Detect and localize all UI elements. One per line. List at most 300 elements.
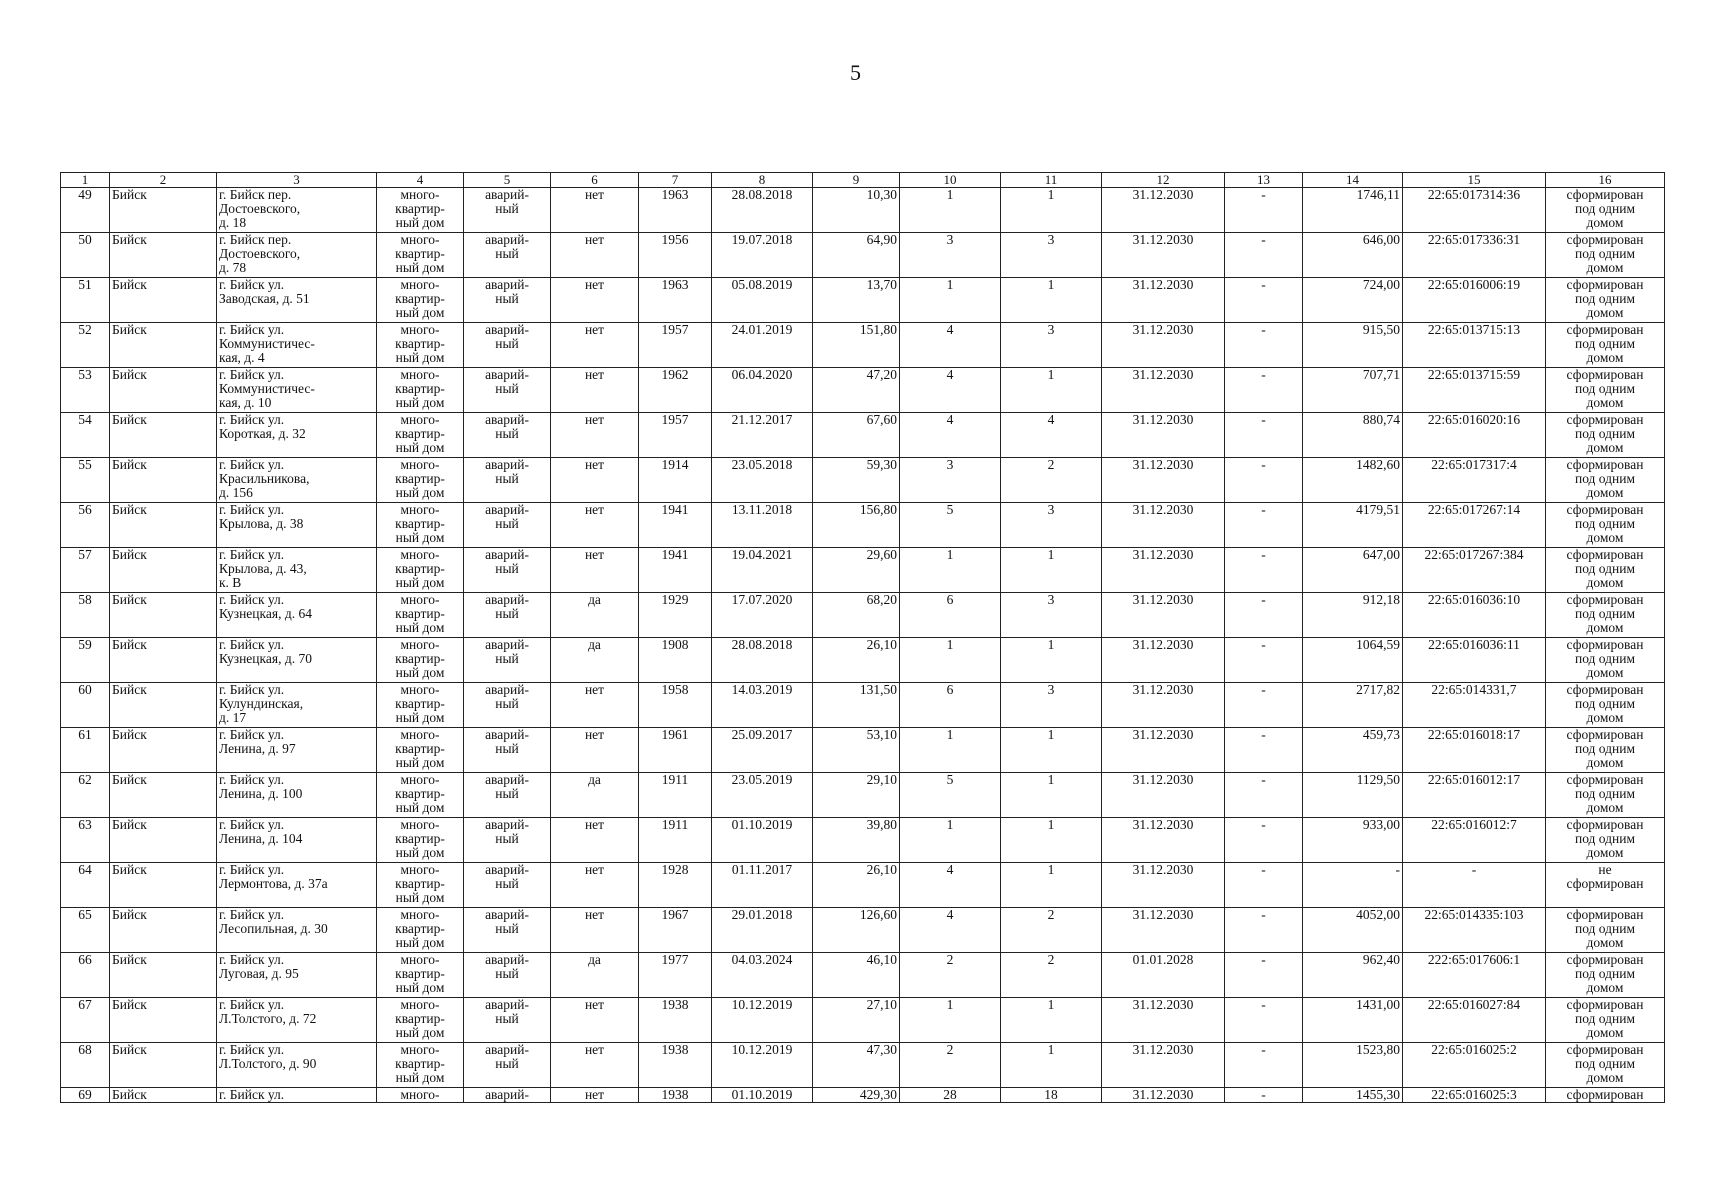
cell-municipality: Бийск [110,953,217,998]
cell-land-plot-status: сформирован под одним домом [1546,413,1665,458]
cell-municipality: Бийск [110,683,217,728]
column-number-8: 8 [712,173,813,188]
cell-land-area: 1431,00 [1303,998,1403,1043]
cell-deadline-date: 31.12.2030 [1102,188,1225,233]
cell-deadline-date: 31.12.2030 [1102,548,1225,593]
cell-residents-count: 5 [900,503,1001,548]
cell-house-type: много- квартир- ный дом [377,413,464,458]
cell-land-area: 646,00 [1303,233,1403,278]
cell-municipality: Бийск [110,323,217,368]
cell-residents-count: 1 [900,728,1001,773]
column-number-3: 3 [217,173,377,188]
cell-cadastral-number: 22:65:017317:4 [1403,458,1546,503]
cell-apartments-count: 18 [1001,1088,1102,1103]
cell-house-type: много- квартир- ный дом [377,908,464,953]
cell-recognition-date: 17.07.2020 [712,593,813,638]
cell-area: 10,30 [813,188,900,233]
cell-address: г. Бийск ул. Заводская, д. 51 [217,278,377,323]
cell-land-plot-status: сформирован под одним домом [1546,593,1665,638]
cell-area: 151,80 [813,323,900,368]
cell-land-area: 1523,80 [1303,1043,1403,1088]
cell-address: г. Бийск ул. Крылова, д. 38 [217,503,377,548]
cell-house-status: аварий- ный [464,188,551,233]
cell-land-plot-status: сформирован под одним домом [1546,1043,1665,1088]
cell-house-status: аварий- ный [464,278,551,323]
table-row [61,683,1665,728]
cell-residents-count: 5 [900,773,1001,818]
cell-area: 47,30 [813,1043,900,1088]
cell-house-status: аварий- [464,1088,551,1103]
cell-resettlement-flag: да [551,773,639,818]
cell-resettlement-flag: нет [551,728,639,773]
table-row [61,458,1665,503]
cell-column-13: - [1225,728,1303,773]
cell-build-year: 1977 [639,953,712,998]
cell-column-13: - [1225,278,1303,323]
cell-municipality: Бийск [110,233,217,278]
cell-municipality: Бийск [110,863,217,908]
cell-cadastral-number: 22:65:016012:7 [1403,818,1546,863]
cell-house-type: много- квартир- ный дом [377,953,464,998]
cell-municipality: Бийск [110,503,217,548]
cell-land-area: 4179,51 [1303,503,1403,548]
cell-column-13: - [1225,323,1303,368]
cell-land-plot-status: сформирован под одним домом [1546,548,1665,593]
cell-build-year: 1911 [639,818,712,863]
cell-address: г. Бийск пер. Достоевского, д. 78 [217,233,377,278]
cell-address: г. Бийск ул. Короткая, д. 32 [217,413,377,458]
cell-build-year: 1938 [639,998,712,1043]
cell-resettlement-flag: нет [551,368,639,413]
cell-deadline-date: 31.12.2030 [1102,998,1225,1043]
cell-residents-count: 1 [900,278,1001,323]
cell-area: 29,60 [813,548,900,593]
cell-column-13: - [1225,503,1303,548]
cell-cadastral-number: 22:65:016036:11 [1403,638,1546,683]
column-number-2: 2 [110,173,217,188]
cell-recognition-date: 05.08.2019 [712,278,813,323]
cell-build-year: 1929 [639,593,712,638]
cell-row-number: 64 [61,863,110,908]
cell-area: 13,70 [813,278,900,323]
cell-house-type: много- квартир- ный дом [377,503,464,548]
cell-house-type: много- квартир- ный дом [377,368,464,413]
cell-area: 131,50 [813,683,900,728]
cell-municipality: Бийск [110,638,217,683]
cell-row-number: 61 [61,728,110,773]
cell-column-13: - [1225,683,1303,728]
table-row [61,413,1665,458]
table-row [61,773,1665,818]
cell-residents-count: 1 [900,548,1001,593]
table-row [61,638,1665,683]
column-number-12: 12 [1102,173,1225,188]
cell-residents-count: 2 [900,953,1001,998]
cell-municipality: Бийск [110,548,217,593]
cell-house-type: много- квартир- ный дом [377,278,464,323]
cell-address: г. Бийск ул. Красильникова, д. 156 [217,458,377,503]
cell-land-plot-status: сформирован под одним домом [1546,323,1665,368]
cell-house-status: аварий- ный [464,728,551,773]
cell-address: г. Бийск ул. Луговая, д. 95 [217,953,377,998]
cell-resettlement-flag: нет [551,233,639,278]
cell-house-status: аварий- ный [464,773,551,818]
table-row [61,548,1665,593]
column-number-9: 9 [813,173,900,188]
cell-resettlement-flag: нет [551,818,639,863]
cell-cadastral-number: 22:65:014335:103 [1403,908,1546,953]
cell-address: г. Бийск ул. Кузнецкая, д. 70 [217,638,377,683]
table-row [61,1043,1665,1088]
cell-house-status: аварий- ный [464,863,551,908]
cell-recognition-date: 24.01.2019 [712,323,813,368]
cell-deadline-date: 31.12.2030 [1102,818,1225,863]
cell-house-status: аварий- ный [464,593,551,638]
cell-land-area: 1746,11 [1303,188,1403,233]
cell-build-year: 1957 [639,323,712,368]
cell-land-plot-status: сформирован под одним домом [1546,233,1665,278]
cell-land-area: 4052,00 [1303,908,1403,953]
cell-house-type: много- квартир- ный дом [377,593,464,638]
cell-house-status: аварий- ный [464,323,551,368]
table-row [61,278,1665,323]
cell-column-13: - [1225,638,1303,683]
cell-row-number: 62 [61,773,110,818]
cell-row-number: 69 [61,1088,110,1103]
cell-apartments-count: 3 [1001,323,1102,368]
cell-land-plot-status: сформирован под одним домом [1546,683,1665,728]
cell-deadline-date: 31.12.2030 [1102,863,1225,908]
cell-cadastral-number: - [1403,863,1546,908]
cell-area: 67,60 [813,413,900,458]
column-number-14: 14 [1303,173,1403,188]
cell-cadastral-number: 22:65:016025:3 [1403,1088,1546,1103]
cell-recognition-date: 14.03.2019 [712,683,813,728]
column-number-15: 15 [1403,173,1546,188]
table-row [61,503,1665,548]
cell-resettlement-flag: нет [551,413,639,458]
cell-cadastral-number: 222:65:017606:1 [1403,953,1546,998]
cell-house-status: аварий- ный [464,233,551,278]
cell-house-type: много- квартир- ный дом [377,323,464,368]
table-row [61,233,1665,278]
cell-house-status: аварий- ный [464,638,551,683]
cell-build-year: 1938 [639,1043,712,1088]
cell-land-area: 724,00 [1303,278,1403,323]
cell-resettlement-flag: да [551,593,639,638]
cell-build-year: 1962 [639,368,712,413]
cell-cadastral-number: 22:65:013715:59 [1403,368,1546,413]
cell-land-plot-status: сформирован под одним домом [1546,278,1665,323]
cell-residents-count: 6 [900,683,1001,728]
cell-build-year: 1928 [639,863,712,908]
column-number-5: 5 [464,173,551,188]
cell-address: г. Бийск ул. Ленина, д. 104 [217,818,377,863]
cell-recognition-date: 06.04.2020 [712,368,813,413]
cell-recognition-date: 28.08.2018 [712,188,813,233]
cell-municipality: Бийск [110,1043,217,1088]
cell-row-number: 66 [61,953,110,998]
cell-house-type: много- квартир- ный дом [377,548,464,593]
cell-apartments-count: 1 [1001,998,1102,1043]
cell-build-year: 1911 [639,773,712,818]
cell-residents-count: 1 [900,818,1001,863]
cell-land-area: 1455,30 [1303,1088,1403,1103]
cell-land-area: 707,71 [1303,368,1403,413]
cell-apartments-count: 1 [1001,368,1102,413]
cell-apartments-count: 1 [1001,548,1102,593]
cell-build-year: 1914 [639,458,712,503]
cell-land-plot-status: сформирован под одним домом [1546,773,1665,818]
cell-address: г. Бийск ул. Лермонтова, д. 37а [217,863,377,908]
cell-apartments-count: 1 [1001,728,1102,773]
cell-apartments-count: 3 [1001,233,1102,278]
cell-apartments-count: 1 [1001,188,1102,233]
cell-deadline-date: 31.12.2030 [1102,233,1225,278]
column-number-4: 4 [377,173,464,188]
cell-resettlement-flag: нет [551,998,639,1043]
cell-cadastral-number: 22:65:017314:36 [1403,188,1546,233]
cell-deadline-date: 31.12.2030 [1102,728,1225,773]
table-row [61,1088,1665,1103]
cell-column-13: - [1225,953,1303,998]
cell-municipality: Бийск [110,278,217,323]
table-row [61,188,1665,233]
cell-land-plot-status: сформирован под одним домом [1546,728,1665,773]
cell-address: г. Бийск ул. Крылова, д. 43, к. В [217,548,377,593]
cell-cadastral-number: 22:65:016036:10 [1403,593,1546,638]
cell-row-number: 52 [61,323,110,368]
cell-house-type: много- квартир- ный дом [377,188,464,233]
cell-land-area: 880,74 [1303,413,1403,458]
cell-column-13: - [1225,413,1303,458]
cell-apartments-count: 1 [1001,638,1102,683]
cell-recognition-date: 10.12.2019 [712,1043,813,1088]
cell-row-number: 50 [61,233,110,278]
column-number-7: 7 [639,173,712,188]
cell-row-number: 56 [61,503,110,548]
cell-apartments-count: 2 [1001,458,1102,503]
cell-house-type: много- квартир- ный дом [377,863,464,908]
housing-register-table [60,172,1665,1103]
cell-recognition-date: 04.03.2024 [712,953,813,998]
cell-residents-count: 4 [900,323,1001,368]
cell-house-status: аварий- ный [464,818,551,863]
cell-deadline-date: 31.12.2030 [1102,1088,1225,1103]
cell-apartments-count: 4 [1001,413,1102,458]
cell-apartments-count: 1 [1001,1043,1102,1088]
cell-residents-count: 4 [900,863,1001,908]
cell-apartments-count: 1 [1001,773,1102,818]
cell-row-number: 60 [61,683,110,728]
cell-house-type: много- квартир- ный дом [377,683,464,728]
cell-land-area: 1064,59 [1303,638,1403,683]
cell-house-status: аварий- ный [464,458,551,503]
cell-land-plot-status: сформирован под одним домом [1546,953,1665,998]
table-row [61,908,1665,953]
cell-column-13: - [1225,233,1303,278]
cell-residents-count: 2 [900,1043,1001,1088]
cell-cadastral-number: 22:65:016027:84 [1403,998,1546,1043]
cell-municipality: Бийск [110,593,217,638]
cell-row-number: 53 [61,368,110,413]
column-number-11: 11 [1001,173,1102,188]
cell-build-year: 1963 [639,278,712,323]
cell-municipality: Бийск [110,188,217,233]
cell-house-type: много- квартир- ный дом [377,1043,464,1088]
cell-column-13: - [1225,998,1303,1043]
cell-residents-count: 4 [900,908,1001,953]
cell-column-13: - [1225,908,1303,953]
column-number-10: 10 [900,173,1001,188]
cell-land-plot-status: сформирован под одним домом [1546,368,1665,413]
cell-column-13: - [1225,548,1303,593]
cell-apartments-count: 3 [1001,683,1102,728]
cell-residents-count: 1 [900,638,1001,683]
cell-land-plot-status: сформирован под одним домом [1546,188,1665,233]
cell-deadline-date: 31.12.2030 [1102,1043,1225,1088]
cell-municipality: Бийск [110,998,217,1043]
cell-column-13: - [1225,458,1303,503]
cell-recognition-date: 23.05.2018 [712,458,813,503]
cell-resettlement-flag: нет [551,548,639,593]
cell-land-plot-status: не сформирован [1546,863,1665,908]
cell-recognition-date: 19.07.2018 [712,233,813,278]
cell-land-area: 915,50 [1303,323,1403,368]
cell-land-area: 459,73 [1303,728,1403,773]
cell-cadastral-number: 22:65:016020:16 [1403,413,1546,458]
cell-row-number: 67 [61,998,110,1043]
cell-residents-count: 28 [900,1088,1001,1103]
cell-residents-count: 4 [900,413,1001,458]
cell-municipality: Бийск [110,458,217,503]
table-row [61,998,1665,1043]
column-numbers-header [61,173,1665,188]
cell-build-year: 1958 [639,683,712,728]
cell-recognition-date: 01.10.2019 [712,818,813,863]
cell-recognition-date: 25.09.2017 [712,728,813,773]
table-row [61,728,1665,773]
cell-municipality: Бийск [110,773,217,818]
cell-row-number: 57 [61,548,110,593]
cell-deadline-date: 31.12.2030 [1102,773,1225,818]
cell-recognition-date: 01.11.2017 [712,863,813,908]
cell-area: 26,10 [813,638,900,683]
cell-apartments-count: 2 [1001,953,1102,998]
cell-house-status: аварий- ный [464,548,551,593]
cell-deadline-date: 31.12.2030 [1102,278,1225,323]
cell-apartments-count: 1 [1001,818,1102,863]
cell-build-year: 1957 [639,413,712,458]
table-row [61,368,1665,413]
cell-cadastral-number: 22:65:017267:384 [1403,548,1546,593]
cell-column-13: - [1225,863,1303,908]
cell-column-13: - [1225,593,1303,638]
cell-deadline-date: 31.12.2030 [1102,323,1225,368]
cell-recognition-date: 19.04.2021 [712,548,813,593]
cell-deadline-date: 01.01.2028 [1102,953,1225,998]
column-number-6: 6 [551,173,639,188]
cell-area: 46,10 [813,953,900,998]
cell-land-area: 1129,50 [1303,773,1403,818]
cell-area: 59,30 [813,458,900,503]
cell-resettlement-flag: нет [551,503,639,548]
column-number-1: 1 [61,173,110,188]
cell-address: г. Бийск ул. Кузнецкая, д. 64 [217,593,377,638]
cell-resettlement-flag: нет [551,458,639,503]
cell-recognition-date: 01.10.2019 [712,1088,813,1103]
cell-column-13: - [1225,368,1303,413]
cell-cadastral-number: 22:65:016012:17 [1403,773,1546,818]
cell-recognition-date: 13.11.2018 [712,503,813,548]
cell-area: 68,20 [813,593,900,638]
cell-deadline-date: 31.12.2030 [1102,593,1225,638]
cell-column-13: - [1225,1088,1303,1103]
cell-column-13: - [1225,1043,1303,1088]
cell-cadastral-number: 22:65:013715:13 [1403,323,1546,368]
cell-land-area: 647,00 [1303,548,1403,593]
cell-area: 64,90 [813,233,900,278]
cell-land-plot-status: сформирован под одним домом [1546,908,1665,953]
cell-address: г. Бийск ул. Ленина, д. 100 [217,773,377,818]
column-number-13: 13 [1225,173,1303,188]
cell-build-year: 1941 [639,503,712,548]
cell-residents-count: 1 [900,998,1001,1043]
cell-build-year: 1938 [639,1088,712,1103]
cell-recognition-date: 23.05.2019 [712,773,813,818]
cell-area: 156,80 [813,503,900,548]
cell-deadline-date: 31.12.2030 [1102,413,1225,458]
cell-resettlement-flag: да [551,638,639,683]
cell-land-area: 2717,82 [1303,683,1403,728]
cell-house-type: много- квартир- ный дом [377,638,464,683]
table-row [61,593,1665,638]
cell-house-status: аварий- ный [464,503,551,548]
cell-recognition-date: 10.12.2019 [712,998,813,1043]
cell-area: 429,30 [813,1088,900,1103]
cell-column-13: - [1225,773,1303,818]
cell-recognition-date: 28.08.2018 [712,638,813,683]
cell-house-type: много- квартир- ный дом [377,773,464,818]
cell-house-status: аварий- ный [464,683,551,728]
cell-house-status: аварий- ный [464,998,551,1043]
cell-area: 26,10 [813,863,900,908]
cell-residents-count: 3 [900,233,1001,278]
cell-house-type: много- квартир- ный дом [377,728,464,773]
cell-deadline-date: 31.12.2030 [1102,908,1225,953]
cell-address: г. Бийск ул. Л.Толстого, д. 72 [217,998,377,1043]
cell-land-area: 933,00 [1303,818,1403,863]
cell-cadastral-number: 22:65:016018:17 [1403,728,1546,773]
cell-house-status: аварий- ный [464,413,551,458]
cell-resettlement-flag: нет [551,683,639,728]
table-row [61,953,1665,998]
cell-row-number: 55 [61,458,110,503]
page-number: 5 [850,60,861,85]
cell-land-area: 1482,60 [1303,458,1403,503]
cell-residents-count: 6 [900,593,1001,638]
cell-column-13: - [1225,818,1303,863]
cell-deadline-date: 31.12.2030 [1102,638,1225,683]
cell-build-year: 1963 [639,188,712,233]
cell-deadline-date: 31.12.2030 [1102,683,1225,728]
table-row [61,323,1665,368]
cell-municipality: Бийск [110,728,217,773]
cell-land-plot-status: сформирован под одним домом [1546,818,1665,863]
cell-resettlement-flag: нет [551,188,639,233]
cell-area: 27,10 [813,998,900,1043]
cell-deadline-date: 31.12.2030 [1102,503,1225,548]
